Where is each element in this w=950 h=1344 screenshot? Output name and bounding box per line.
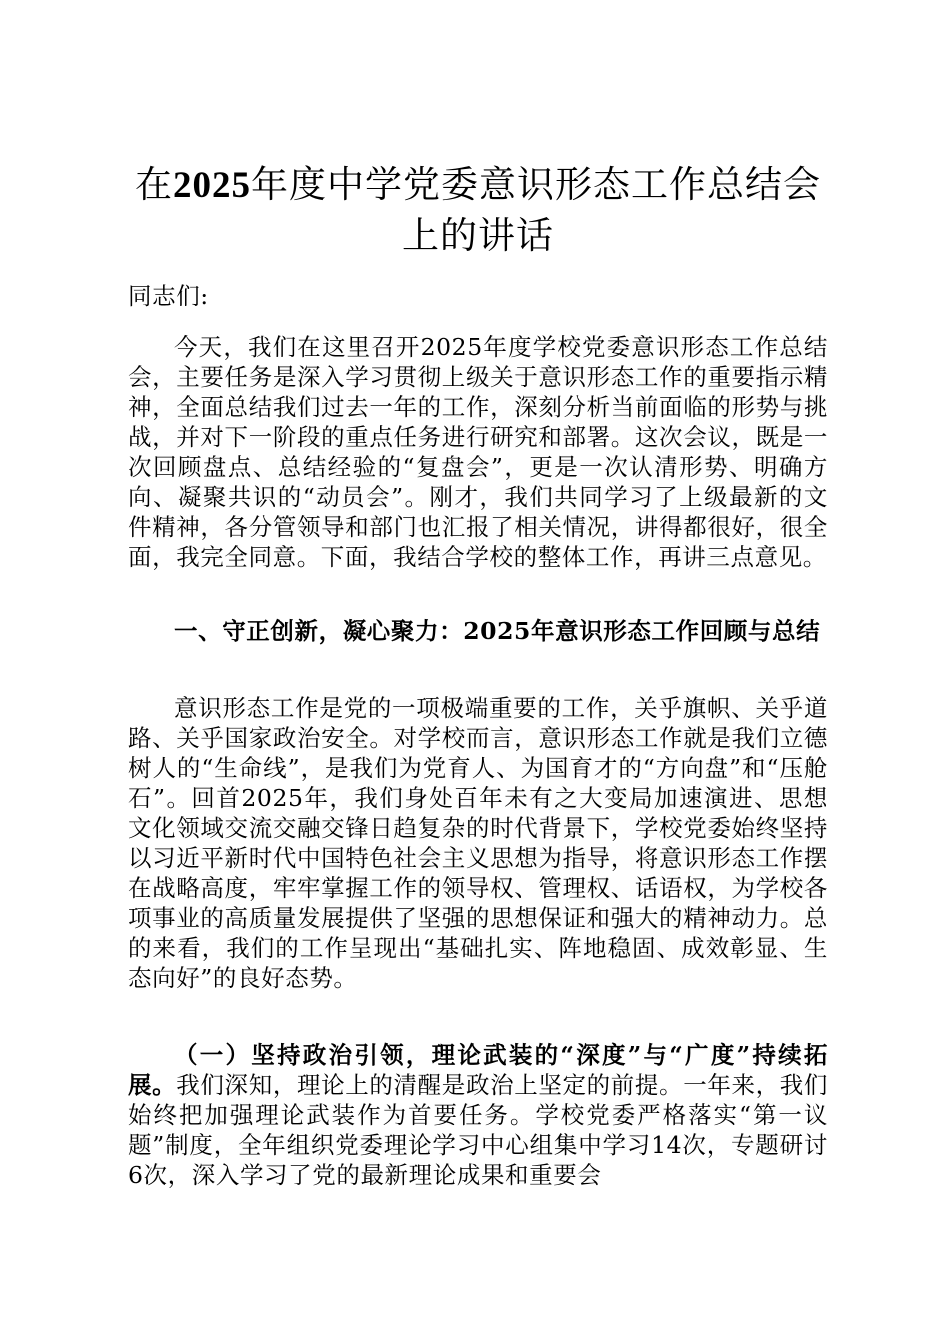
section-1-paragraph: 意识形态工作是党的一项极端重要的工作，关乎旗帜、关乎道路、关乎国家政治安全。对学校而言，意识形态工作就是我们立德树人的“生命线”，是我们为党育人、为国育才的“方向盘”和“压舱石”。回首2025年，我们身处百年未有之大变局加速演进、思想文化领域交流交融交锋日趋复杂的时代背景下，学校党委始终坚持以习近平新时代中国特色社会主义思想为指导，将意识形态工作摆在战略高度，牢牢掌握工作的领导权、管理权、话语权，为学校各项事业的高质量发展提供了坚强的思想保证和强大的精神动力。总的来看，我们的工作呈现出“基础扎实、阵地稳固、成效彰显、生态向好”的良好态势。: [128, 694, 828, 992]
greeting: 同志们:: [128, 282, 209, 310]
title-year: 2025: [173, 165, 251, 206]
subsection-1-paragraph: [128, 1040, 828, 1190]
intro-paragraph: 今天，我们在这里召开2025年度学校党委意识形态工作总结会，主要任务是深入学习贯彻上级关于意识形态工作的重要指示精神，全面总结我们过去一年的工作，深刻分析当前面临的形势与挑战，并对下一阶段的重点任务进行研究和部署。这次会议，既是一次回顾盘点、总结经验的“复盘会”，更是一次认清形势、明确方向、凝聚共识的“动员会”。刚才，我们共同学习了上级最新的文件精神，各分管领导和部门也汇报了相关情况，讲得都很好，很全面，我完全同意。下面，我结合学校的整体工作，再讲三点意见。: [128, 333, 828, 571]
document-title: [128, 160, 828, 261]
subsection-1-body: 我们深知，理论上的清醒是政治上坚定的前提。一年来，我们始终把加强理论武装作为首要任务。学校党委严格落实“第一议题”制度，全年组织党委理论学习中心组集中学习14次，专题研讨6次，深入学习了党的最新理论成果和重要会: [128, 1071, 828, 1189]
section-heading-1: 一、守正创新，凝心聚力：2025年意识形态工作回顾与总结: [174, 617, 821, 645]
title-suffix: 年度中学党委意识形态工作总结会上的讲话: [251, 163, 821, 257]
title-prefix: 在: [135, 163, 173, 206]
subsection-1-lead: （一）坚持政治引领，理论武装的“深度”与“广度”持续拓展。: [128, 1041, 828, 1099]
